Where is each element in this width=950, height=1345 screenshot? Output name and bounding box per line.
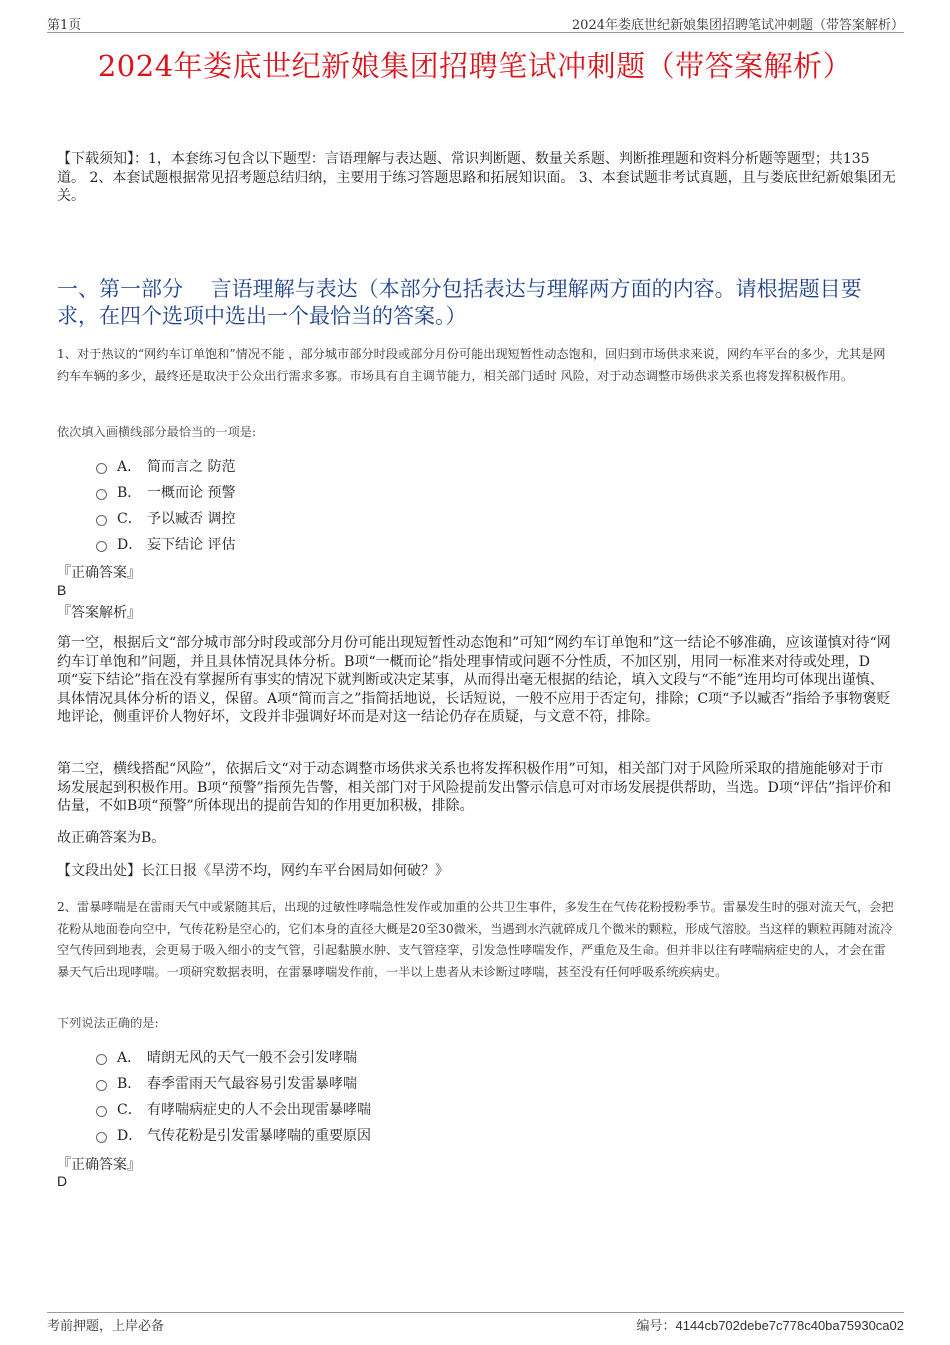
radio-icon[interactable] (96, 1132, 107, 1143)
source-citation: 【文段出处】长江日报《旱涝不均，网约车平台困局如何破？》 (57, 863, 449, 879)
answer-label: 『正确答案』 (57, 1157, 141, 1173)
question-2-ask: 下列说法正确的是: (57, 1016, 159, 1030)
download-notice: 【下载须知】：1，本套练习包含以下题型：言语理解与表达题、常识判断题、数量关系题、判断推理题和资料分析题等题型；共135道。 2、本套试题根据常见招考题总结归纳，主要用于练习答题思路和拓展知识面。 3、本套试题非考试真题，且与娄底世纪新娘集团无关。 (57, 151, 896, 204)
page-title: 2024年娄底世纪新娘集团招聘笔试冲刺题（带答案解析） (97, 49, 853, 83)
radio-icon[interactable] (96, 489, 107, 500)
section-heading: 一、第一部分 言语理解与表达（本部分包括表达与理解两方面的内容。请根据题目要求，在四个选项中选出一个最恰当的答案。） (57, 277, 862, 328)
option-c[interactable]: C． 予以臧否 调控 (96, 505, 235, 531)
option-a[interactable]: A． 简而言之 防范 (96, 453, 235, 479)
radio-icon[interactable] (96, 541, 107, 552)
header-doc-title: 2024年娄底世纪新娘集团招聘笔试冲刺题（带答案解析） (571, 18, 904, 33)
option-b[interactable]: B． 一概而论 预警 (96, 479, 235, 505)
answer-value: D (57, 1173, 68, 1189)
option-a[interactable]: A． 晴朗无风的天气一般不会引发哮喘 (96, 1044, 371, 1070)
page-number: 第1页 (47, 18, 82, 33)
page-footer (47, 1312, 904, 1333)
radio-icon[interactable] (96, 463, 107, 474)
question-2-options (96, 1044, 371, 1148)
radio-icon[interactable] (96, 1106, 107, 1117)
option-d[interactable]: D． 妄下结论 评估 (96, 531, 235, 557)
radio-icon[interactable] (96, 515, 107, 526)
answer-value: B (57, 582, 67, 598)
radio-icon[interactable] (96, 1054, 107, 1065)
question-2-text: 2、雷暴哮喘是在雷雨天气中或紧随其后，出现的过敏性哮喘急性发作或加重的公共卫生事件，多发生在气传花粉授粉季节。雷暴发生时的强对流天气，会把花粉从地面卷向空中，气传花粉是空心的，它们本身的直径大概是20至30微米，当遇到水汽就碎成几个微米的颗粒，形成气溶胶。当这样的颗粒再随对流冷空气传回到地表，会更易于吸入细小的支气管，引起黏膜水肿、支气管痉挛，引发急性哮喘发作，严重危及生命。但并非以往有哮喘病症史的人，才会在雷暴天气后出现哮喘。一项研究数据表明，在雷暴哮喘发作前，一半以上患者从未诊断过哮喘，甚至没有任何呼吸系统疾病史。 (57, 900, 894, 979)
question-1-text: 1、对于热议的“网约车订单饱和”情况不能 ，部分城市部分时段或部分月份可能出现短暂性动态饱和，回归到市场供求来说，网约车平台的多少，尤其是网约车车辆的多少，最终还是取决于公众出行需求多寡。市场具有自主调节能力，相关部门适时 风险，对于动态调整市场供求关系也将发挥积极作用。 (57, 347, 886, 383)
option-d[interactable]: D． 气传花粉是引发雷暴哮喘的重要原因 (96, 1122, 371, 1148)
page-header (47, 14, 904, 33)
analysis-label: 『答案解析』 (57, 605, 141, 621)
answer-label: 『正确答案』 (57, 565, 141, 581)
option-b[interactable]: B． 春季雷雨天气最容易引发雷暴哮喘 (96, 1070, 371, 1096)
document-code: 编号：4144cb702debe7c778c40ba75930ca02 (636, 1318, 904, 1334)
radio-icon[interactable] (96, 1080, 107, 1091)
footer-slogan: 考前押题，上岸必备 (47, 1319, 165, 1334)
question-1-ask: 依次填入画横线部分最恰当的一项是: (57, 425, 257, 439)
analysis-paragraph-2: 第二空，横线搭配“风险”，依据后文“对于动态调整市场供求关系也将发挥积极作用”可知，相关部门对于风险所采取的措施能够对于市场发展起到积极作用。B项“预警”指预先告警，相关部门对于风险提前发出警示信息可对市场发展提供帮助，当选。D项“评估”指评价和估量，不如B项“预警”所体现出的提前告知的作用更加积极，排除。 (57, 761, 892, 814)
option-c[interactable]: C． 有哮喘病症史的人不会出现雷暴哮喘 (96, 1096, 371, 1122)
analysis-conclusion: 故正确答案为B。 (57, 830, 166, 846)
question-1-options (96, 453, 235, 557)
analysis-paragraph-1: 第一空，根据后文“部分城市部分时段或部分月份可能出现短暂性动态饱和”可知“网约车订单饱和”这一结论不够准确，应该谨慎对待“网约车订单饱和”问题，并且具体情况具体分析。B项“一概而论”指处理事情或问题不分性质，不加区别，用同一标准来对待或处理，D项“妄下结论”指在没有掌握所有事实的情况下就判断或决定某事，从而得出毫无根据的结论，填入文段与“不能”连用均可体现出谨慎、具体情况具体分析的语义，保留。A项“简而言之”指简括地说，长话短说，一般不应用于否定句，排除；C项“予以臧否”指给予事物褒贬地评论，侧重评价人物好坏，文段并非强调好坏而是对这一结论仍存在质疑，与文意不符，排除。 (57, 635, 891, 725)
